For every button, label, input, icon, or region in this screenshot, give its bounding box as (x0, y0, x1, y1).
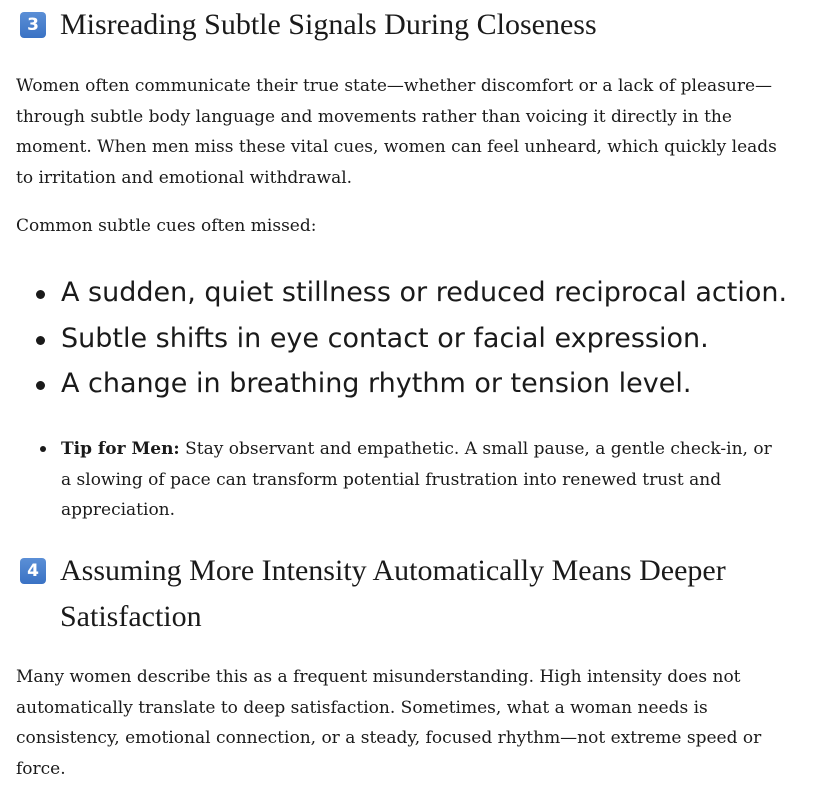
list-item (16, 316, 787, 362)
bullet-icon (36, 381, 45, 390)
section-3-heading (16, 2, 597, 48)
section-4-intro: Many women describe this as a frequent misunderstanding. High intensity does not automatically translate to deep satisfaction. Sometimes, what a woman needs is consistency, emotional connection, or a steady, focused rhythm—not extreme speed or force. (16, 667, 762, 779)
cues-heading: Common subtle cues often missed: (16, 216, 317, 236)
tip-item (16, 434, 776, 526)
section-4-heading (16, 548, 806, 640)
tip-list (16, 434, 776, 526)
tip-text: Stay observant and empathetic. A small pause, a gentle check-in, or a slowing of pace can transform potential frustration into renewed trust and appreciation. (61, 439, 772, 520)
cue-text: A change in breathing rhythm or tension level. (61, 368, 692, 399)
keycap-4-icon: 4 (20, 558, 46, 584)
list-item (16, 361, 787, 407)
cue-text: Subtle shifts in eye contact or facial expression. (61, 322, 709, 354)
keycap-3-icon: 3 (20, 12, 46, 38)
section-3-intro: Women often communicate their true state—whether discomfort or a lack of pleasure—through subtle body language and movements rather than voicing it directly in the moment. When men miss these vital cues, women can feel unheard, which quickly leads to irritation and emotional withdrawal. (16, 76, 777, 188)
section-4-title: Assuming More Intensity Automatically Means Deeper Satisfaction (60, 554, 726, 633)
list-item (16, 270, 787, 316)
bullet-icon (36, 290, 45, 299)
cues-list (16, 270, 787, 407)
bullet-icon (40, 446, 46, 452)
section-3-title: Misreading Subtle Signals During Closeness (60, 8, 597, 41)
cue-text: A sudden, quiet stillness or reduced reciprocal action. (61, 277, 788, 308)
tip-label: Tip for Men: (61, 439, 180, 459)
bullet-icon (36, 336, 45, 345)
